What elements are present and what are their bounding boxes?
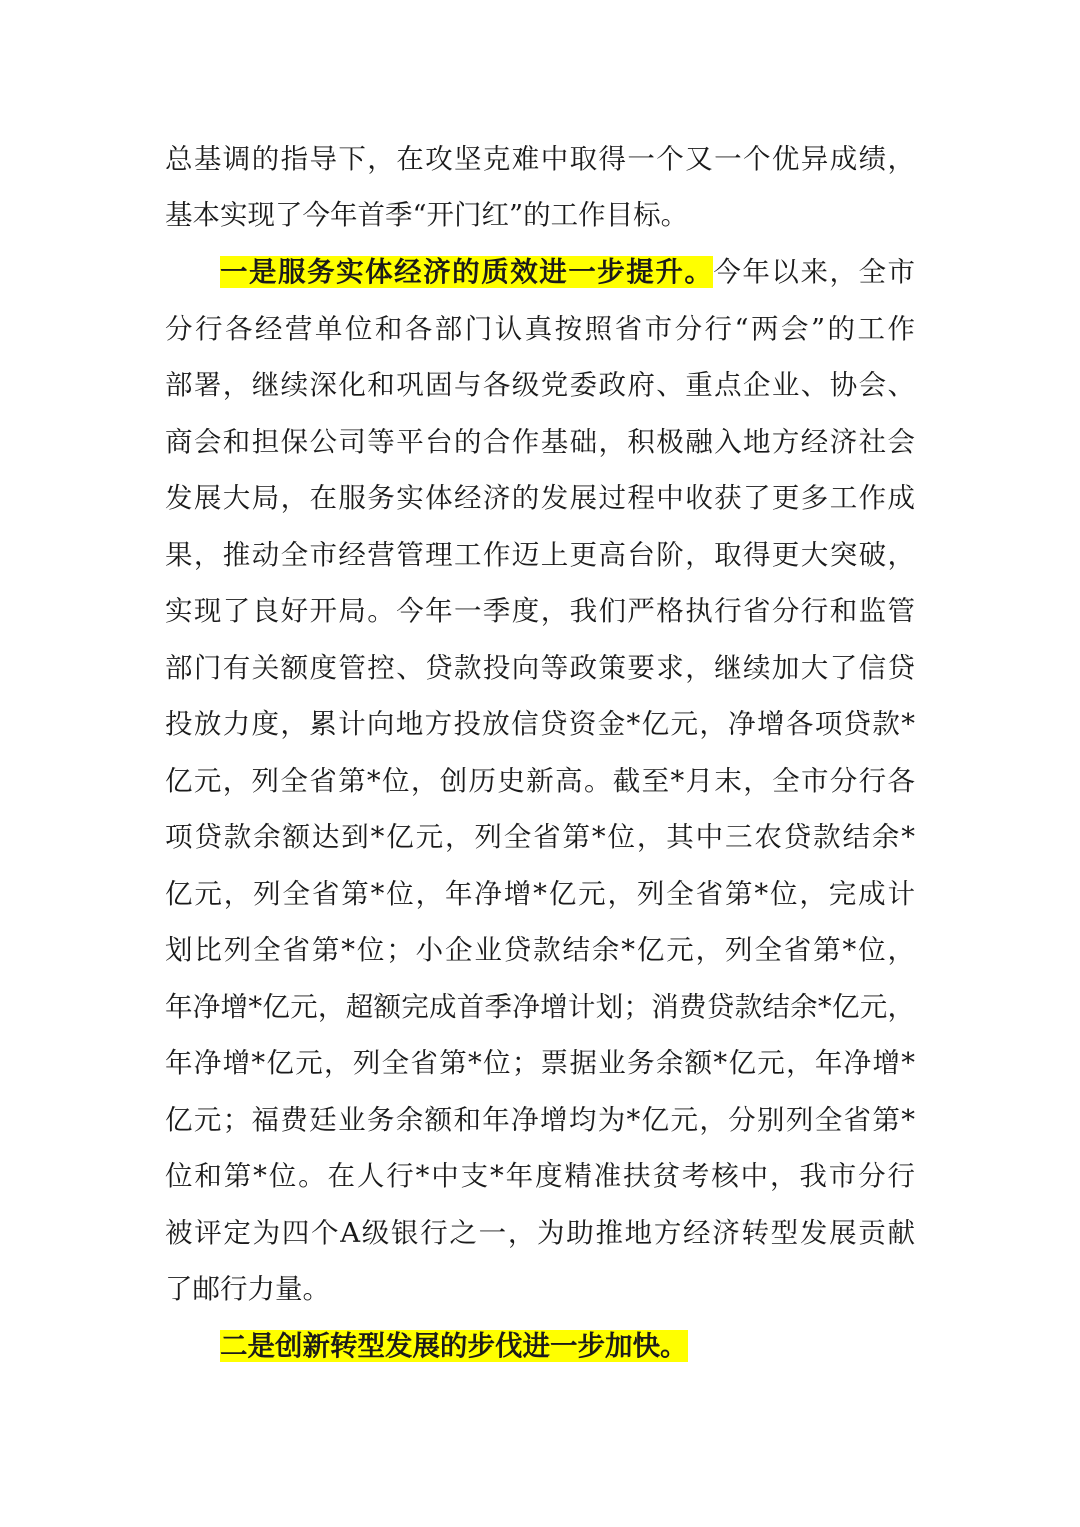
paragraph-line: 部署，继续深化和巩固与各级党委政府、重点企业、协会、 <box>165 369 915 401</box>
paragraph-line: 分行各经营单位和各部门认真按照省市分行“两会”的工作 <box>165 313 915 345</box>
paragraph-line: 实现了良好开局。今年一季度，我们严格执行省分行和监管 <box>165 595 915 627</box>
section1-heading: 一是服务实体经济的质效进一步提升。 <box>220 256 714 288</box>
paragraph-line: 年净增*亿元，列全省第*位；票据业务余额*亿元，年净增* <box>165 1047 915 1079</box>
paragraph-line: 投放力度，累计向地方投放信贷资金*亿元，净增各项贷款* <box>165 708 915 740</box>
paragraph-line: 发展大局，在服务实体经济的发展过程中收获了更多工作成 <box>165 482 915 514</box>
paragraph-line: 亿元；福费廷业务余额和年净增均为*亿元，分别列全省第* <box>165 1104 915 1136</box>
paragraph-line: 亿元，列全省第*位，创历史新高。截至*月末，全市分行各 <box>165 765 915 797</box>
paragraph-line: 项贷款余额达到*亿元，列全省第*位，其中三农贷款结余* <box>165 821 915 853</box>
section-heading-line <box>165 249 915 295</box>
paragraph-line: 被评定为四个A级银行之一，为助推地方经济转型发展贡献 <box>165 1217 915 1249</box>
paragraph-line: 亿元，列全省第*位，年净增*亿元，列全省第*位，完成计 <box>165 878 915 910</box>
paragraph-line: 位和第*位。在人行*中支*年度精准扶贫考核中，我市分行 <box>165 1160 915 1192</box>
section-heading-line <box>165 1323 915 1369</box>
paragraph-line: 基本实现了今年首季“开门红”的工作目标。 <box>165 199 689 231</box>
paragraph-line: 果，推动全市经营管理工作迈上更高台阶，取得更大突破， <box>165 539 915 571</box>
paragraph-line: 部门有关额度管控、贷款投向等政策要求，继续加大了信贷 <box>165 652 915 684</box>
paragraph-line: 总基调的指导下，在攻坚克难中取得一个又一个优异成绩， <box>165 143 915 175</box>
paragraph-line: 年净增*亿元，超额完成首季净增计划；消费贷款结余*亿元， <box>165 991 915 1023</box>
paragraph-line: 商会和担保公司等平台的合作基础，积极融入地方经济社会 <box>165 426 915 458</box>
section2-heading: 二是创新转型发展的步伐进一步加快。 <box>220 1330 688 1362</box>
paragraph-line: 了邮行力量。 <box>165 1273 330 1305</box>
section1-first-line-rest: 今年以来，全市 <box>713 256 916 288</box>
paragraph-line: 划比列全省第*位；小企业贷款结余*亿元，列全省第*位， <box>165 934 915 966</box>
